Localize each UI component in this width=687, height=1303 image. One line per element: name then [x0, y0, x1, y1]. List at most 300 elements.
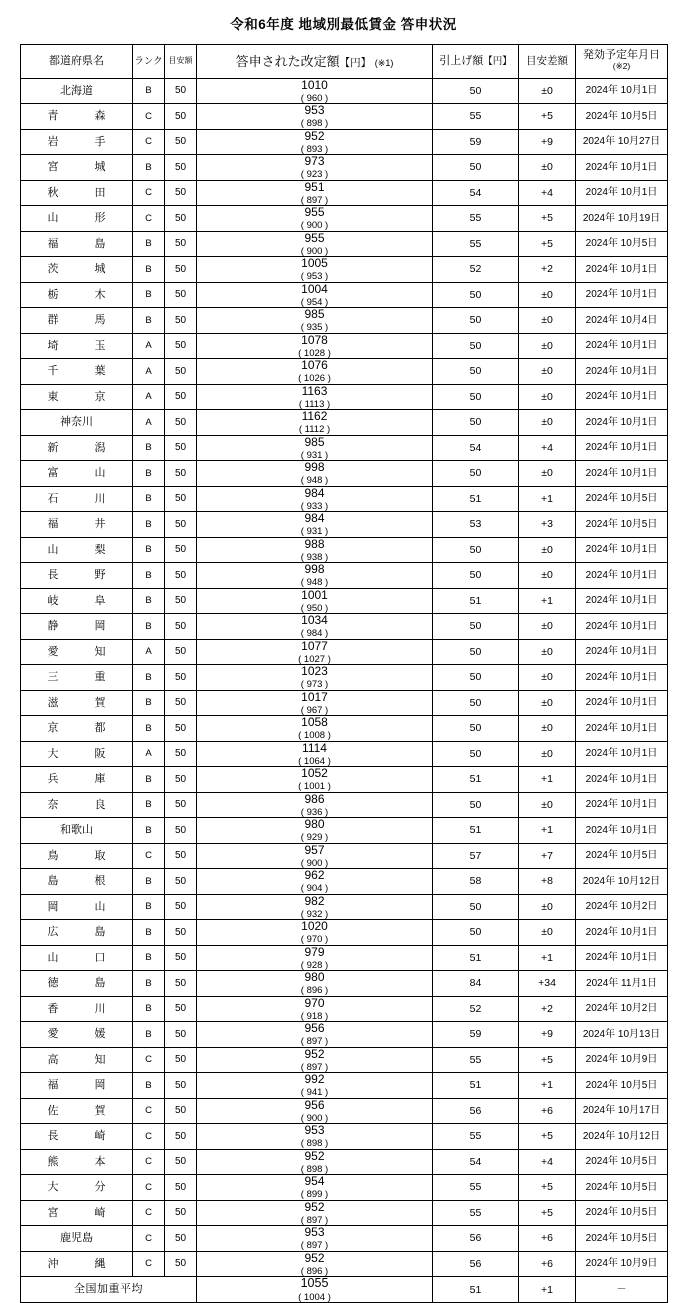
- cell-guideline: 50: [165, 767, 197, 793]
- prefecture-name: 兵庫: [47, 773, 106, 786]
- table-row: [21, 282, 668, 308]
- cell-raise: 50: [433, 716, 519, 742]
- previous-amount: ( 954 ): [300, 296, 329, 308]
- cell-amount: [197, 818, 433, 844]
- cell-rank: B: [133, 971, 165, 997]
- cell-rank: C: [133, 843, 165, 869]
- cell-raise: 56: [433, 1226, 519, 1252]
- cell-amount: [197, 180, 433, 206]
- column-header-rank: ランク: [133, 44, 165, 78]
- revised-amount: 952: [304, 1148, 325, 1163]
- cell-rank: B: [133, 818, 165, 844]
- table-row: [21, 792, 668, 818]
- cell-prefecture: [21, 155, 133, 181]
- cell-guideline: 50: [165, 1073, 197, 1099]
- revised-amount: 1034: [301, 613, 328, 628]
- revised-amount: 979: [304, 944, 325, 959]
- table-row: [21, 971, 668, 997]
- cell-guideline: 50: [165, 410, 197, 436]
- cell-effective-date: 2024年 10月1日: [576, 537, 668, 563]
- prefecture-name: 愛媛: [47, 1028, 106, 1041]
- cell-guideline: 50: [165, 231, 197, 257]
- table-header: [21, 44, 668, 78]
- column-header-amount-unit: 【円】: [339, 56, 372, 69]
- cell-rank: B: [133, 512, 165, 538]
- table-row: [21, 359, 668, 385]
- previous-amount: ( 960 ): [300, 92, 329, 104]
- revised-amount: 1114: [302, 740, 327, 755]
- cell-amount: [197, 435, 433, 461]
- table-row: [21, 231, 668, 257]
- revised-amount: 1020: [301, 919, 328, 934]
- cell-guideline: 50: [165, 384, 197, 410]
- column-header-date-note: (※2): [612, 61, 631, 72]
- prefecture-name: 福岡: [47, 1079, 106, 1092]
- cell-prefecture: [21, 614, 133, 640]
- previous-amount: ( 898 ): [300, 118, 329, 130]
- previous-amount: ( 1027 ): [298, 653, 331, 665]
- cell-prefecture: [21, 1149, 133, 1175]
- cell-rank: B: [133, 894, 165, 920]
- revised-amount: 985: [304, 434, 325, 449]
- cell-amount: [197, 690, 433, 716]
- table-row: [21, 869, 668, 895]
- cell-amount: [197, 792, 433, 818]
- cell-guideline: 50: [165, 308, 197, 334]
- previous-amount: ( 897 ): [300, 194, 329, 206]
- total-revised-amount: 1055: [300, 1276, 329, 1291]
- cell-amount: [197, 716, 433, 742]
- cell-amount: [197, 1226, 433, 1252]
- prefecture-name: 佐賀: [47, 1104, 106, 1117]
- revised-amount: 956: [304, 1097, 325, 1112]
- cell-difference: +6: [519, 1226, 576, 1252]
- previous-amount: ( 904 ): [300, 883, 329, 895]
- cell-raise: 50: [433, 155, 519, 181]
- cell-rank: B: [133, 461, 165, 487]
- previous-amount: ( 918 ): [300, 1010, 329, 1022]
- revised-amount: 1017: [301, 689, 328, 704]
- cell-raise: 51: [433, 1073, 519, 1099]
- prefecture-name: 富山: [47, 467, 106, 480]
- cell-difference: ±0: [519, 155, 576, 181]
- cell-effective-date: 2024年 10月27日: [576, 129, 668, 155]
- prefecture-name: 宮城: [47, 161, 106, 174]
- page-title: 令和6年度 地域別最低賃金 答申状況: [230, 17, 457, 32]
- cell-amount: [197, 869, 433, 895]
- table-row: [21, 129, 668, 155]
- revised-amount: 1078: [301, 332, 328, 347]
- cell-difference: ±0: [519, 690, 576, 716]
- cell-prefecture: [21, 206, 133, 232]
- table-row: [21, 639, 668, 665]
- cell-effective-date: 2024年 11月1日: [576, 971, 668, 997]
- cell-prefecture: [21, 792, 133, 818]
- total-row-difference: +1: [519, 1277, 576, 1303]
- cell-effective-date: 2024年 10月1日: [576, 282, 668, 308]
- cell-amount: [197, 129, 433, 155]
- cell-raise: 50: [433, 333, 519, 359]
- prefecture-name: 大分: [47, 1181, 106, 1194]
- table-row: [21, 155, 668, 181]
- cell-amount: [197, 512, 433, 538]
- cell-effective-date: 2024年 10月5日: [576, 843, 668, 869]
- cell-raise: 50: [433, 410, 519, 436]
- previous-amount: ( 967 ): [300, 704, 329, 716]
- previous-amount: ( 931 ): [300, 526, 329, 538]
- previous-amount: ( 929 ): [300, 832, 329, 844]
- cell-difference: ±0: [519, 78, 576, 104]
- cell-difference: ±0: [519, 384, 576, 410]
- table-row: [21, 512, 668, 538]
- cell-prefecture: [21, 1226, 133, 1252]
- cell-effective-date: 2024年 10月1日: [576, 767, 668, 793]
- table-row: [21, 1047, 668, 1073]
- cell-rank: A: [133, 333, 165, 359]
- cell-rank: B: [133, 690, 165, 716]
- cell-guideline: 50: [165, 920, 197, 946]
- revised-amount: 985: [304, 307, 325, 322]
- previous-amount: ( 1028 ): [298, 347, 331, 359]
- prefecture-name: 京都: [47, 722, 106, 735]
- cell-amount: [197, 308, 433, 334]
- previous-amount: ( 1008 ): [298, 730, 331, 742]
- cell-guideline: 50: [165, 1200, 197, 1226]
- revised-amount: 1058: [301, 715, 328, 730]
- cell-prefecture: [21, 282, 133, 308]
- cell-amount: [197, 384, 433, 410]
- cell-amount: [197, 231, 433, 257]
- revised-amount: 988: [304, 536, 325, 551]
- revised-amount: 998: [304, 562, 325, 577]
- cell-rank: C: [133, 180, 165, 206]
- prefecture-name: 長崎: [47, 1130, 106, 1143]
- cell-amount: [197, 1124, 433, 1150]
- cell-guideline: 50: [165, 512, 197, 538]
- cell-difference: +4: [519, 435, 576, 461]
- cell-prefecture: [21, 1098, 133, 1124]
- cell-amount: [197, 359, 433, 385]
- revised-amount: 953: [304, 103, 325, 118]
- cell-amount: [197, 945, 433, 971]
- cell-raise: 51: [433, 486, 519, 512]
- cell-effective-date: 2024年 10月5日: [576, 1073, 668, 1099]
- cell-guideline: 50: [165, 461, 197, 487]
- cell-guideline: 50: [165, 843, 197, 869]
- table-row: [21, 537, 668, 563]
- cell-prefecture: [21, 588, 133, 614]
- cell-difference: +6: [519, 1251, 576, 1277]
- cell-effective-date: 2024年 10月4日: [576, 308, 668, 334]
- cell-difference: ±0: [519, 792, 576, 818]
- cell-guideline: 50: [165, 180, 197, 206]
- cell-effective-date: 2024年 10月1日: [576, 792, 668, 818]
- revised-amount: 955: [304, 230, 325, 245]
- revised-amount: 970: [304, 995, 325, 1010]
- cell-rank: C: [133, 1226, 165, 1252]
- cell-difference: +1: [519, 818, 576, 844]
- cell-prefecture: [21, 104, 133, 130]
- cell-rank: B: [133, 282, 165, 308]
- table-row: [21, 665, 668, 691]
- cell-rank: C: [133, 1047, 165, 1073]
- previous-amount: ( 898 ): [300, 1163, 329, 1175]
- cell-prefecture: [21, 869, 133, 895]
- cell-effective-date: 2024年 10月1日: [576, 78, 668, 104]
- cell-effective-date: 2024年 10月5日: [576, 1149, 668, 1175]
- cell-prefecture: [21, 257, 133, 283]
- table-row: [21, 767, 668, 793]
- prefecture-name: 鹿児島: [60, 1232, 93, 1245]
- previous-amount: ( 1113 ): [298, 398, 331, 410]
- revised-amount: 1052: [301, 766, 328, 781]
- cell-raise: 50: [433, 359, 519, 385]
- previous-amount: ( 928 ): [300, 959, 329, 971]
- previous-amount: ( 950 ): [300, 602, 329, 614]
- column-header-amount: [197, 44, 433, 78]
- cell-raise: 50: [433, 920, 519, 946]
- cell-guideline: 50: [165, 1022, 197, 1048]
- previous-amount: ( 938 ): [300, 551, 329, 563]
- cell-effective-date: 2024年 10月1日: [576, 410, 668, 436]
- cell-raise: 50: [433, 894, 519, 920]
- cell-difference: +7: [519, 843, 576, 869]
- cell-difference: +4: [519, 180, 576, 206]
- cell-amount: [197, 1251, 433, 1277]
- cell-prefecture: [21, 486, 133, 512]
- cell-raise: 50: [433, 614, 519, 640]
- cell-guideline: 50: [165, 563, 197, 589]
- cell-difference: ±0: [519, 282, 576, 308]
- cell-effective-date: 2024年 10月1日: [576, 588, 668, 614]
- cell-difference: ±0: [519, 665, 576, 691]
- cell-prefecture: [21, 231, 133, 257]
- cell-difference: ±0: [519, 639, 576, 665]
- cell-prefecture: [21, 537, 133, 563]
- cell-guideline: 50: [165, 1149, 197, 1175]
- cell-amount: [197, 767, 433, 793]
- revised-amount: 1005: [301, 256, 328, 271]
- cell-prefecture: [21, 78, 133, 104]
- prefecture-name: 栃木: [47, 288, 106, 301]
- cell-effective-date: 2024年 10月1日: [576, 818, 668, 844]
- cell-prefecture: [21, 1047, 133, 1073]
- previous-amount: ( 953 ): [300, 271, 329, 283]
- table-row: [21, 588, 668, 614]
- cell-rank: C: [133, 1124, 165, 1150]
- prefecture-name: 奈良: [47, 798, 106, 811]
- cell-difference: +2: [519, 996, 576, 1022]
- cell-guideline: 50: [165, 639, 197, 665]
- prefecture-name: 岐阜: [47, 594, 106, 607]
- cell-rank: C: [133, 1098, 165, 1124]
- cell-difference: ±0: [519, 716, 576, 742]
- cell-raise: 58: [433, 869, 519, 895]
- table-row: [21, 1124, 668, 1150]
- prefecture-name: 愛知: [47, 645, 106, 658]
- cell-rank: B: [133, 486, 165, 512]
- cell-amount: [197, 563, 433, 589]
- previous-amount: ( 1064 ): [298, 755, 331, 767]
- cell-amount: [197, 843, 433, 869]
- total-row-label: 全国加重平均: [21, 1277, 197, 1303]
- previous-amount: ( 1026 ): [298, 373, 331, 385]
- table-row: [21, 716, 668, 742]
- revised-amount: 1023: [301, 664, 328, 679]
- table-row: [21, 1251, 668, 1277]
- cell-effective-date: 2024年 10月5日: [576, 231, 668, 257]
- cell-difference: +1: [519, 767, 576, 793]
- previous-amount: ( 897 ): [300, 1240, 329, 1252]
- cell-difference: +1: [519, 486, 576, 512]
- cell-guideline: 50: [165, 741, 197, 767]
- cell-effective-date: 2024年 10月12日: [576, 869, 668, 895]
- prefecture-name: 熊本: [47, 1155, 106, 1168]
- revised-amount: 998: [304, 460, 325, 475]
- column-header-amount-note: (※1): [374, 57, 394, 68]
- cell-difference: +3: [519, 512, 576, 538]
- cell-guideline: 50: [165, 1175, 197, 1201]
- table-row: [21, 104, 668, 130]
- previous-amount: ( 931 ): [300, 449, 329, 461]
- cell-rank: B: [133, 869, 165, 895]
- previous-amount: ( 900 ): [300, 857, 329, 869]
- cell-effective-date: 2024年 10月1日: [576, 639, 668, 665]
- cell-amount: [197, 461, 433, 487]
- table-row: [21, 996, 668, 1022]
- previous-amount: ( 897 ): [300, 1214, 329, 1226]
- cell-amount: [197, 333, 433, 359]
- cell-amount: [197, 1175, 433, 1201]
- table-row: [21, 614, 668, 640]
- table-row: [21, 435, 668, 461]
- cell-prefecture: [21, 308, 133, 334]
- cell-guideline: 50: [165, 588, 197, 614]
- cell-effective-date: 2024年 10月5日: [576, 1226, 668, 1252]
- prefecture-name: 群馬: [47, 314, 106, 327]
- cell-rank: B: [133, 716, 165, 742]
- table-row: [21, 690, 668, 716]
- cell-amount: [197, 1022, 433, 1048]
- cell-raise: 51: [433, 767, 519, 793]
- cell-effective-date: 2024年 10月9日: [576, 1047, 668, 1073]
- cell-effective-date: 2024年 10月1日: [576, 461, 668, 487]
- cell-effective-date: 2024年 10月1日: [576, 716, 668, 742]
- cell-difference: ±0: [519, 894, 576, 920]
- cell-effective-date: 2024年 10月1日: [576, 155, 668, 181]
- cell-raise: 50: [433, 461, 519, 487]
- prefecture-name: 北海道: [60, 84, 93, 97]
- cell-rank: C: [133, 206, 165, 232]
- cell-raise: 55: [433, 1047, 519, 1073]
- cell-prefecture: [21, 435, 133, 461]
- cell-prefecture: [21, 894, 133, 920]
- cell-amount: [197, 1200, 433, 1226]
- cell-raise: 55: [433, 104, 519, 130]
- cell-amount: [197, 971, 433, 997]
- revised-amount: 1010: [301, 77, 328, 92]
- cell-raise: 52: [433, 257, 519, 283]
- cell-rank: C: [133, 129, 165, 155]
- cell-difference: +5: [519, 1200, 576, 1226]
- prefecture-name: 千葉: [47, 365, 106, 378]
- previous-amount: ( 973 ): [300, 679, 329, 691]
- cell-amount: [197, 206, 433, 232]
- cell-difference: ±0: [519, 308, 576, 334]
- cell-effective-date: 2024年 10月1日: [576, 665, 668, 691]
- cell-difference: +5: [519, 104, 576, 130]
- cell-rank: A: [133, 359, 165, 385]
- cell-raise: 50: [433, 665, 519, 691]
- previous-amount: ( 897 ): [300, 1036, 329, 1048]
- cell-rank: B: [133, 78, 165, 104]
- cell-difference: +9: [519, 129, 576, 155]
- cell-difference: +34: [519, 971, 576, 997]
- cell-raise: 53: [433, 512, 519, 538]
- cell-prefecture: [21, 639, 133, 665]
- cell-raise: 51: [433, 818, 519, 844]
- cell-effective-date: 2024年 10月1日: [576, 614, 668, 640]
- cell-amount: [197, 1098, 433, 1124]
- revised-amount: 952: [304, 1250, 325, 1265]
- cell-prefecture: [21, 359, 133, 385]
- cell-prefecture: [21, 971, 133, 997]
- cell-difference: +5: [519, 1047, 576, 1073]
- cell-amount: [197, 257, 433, 283]
- cell-guideline: 50: [165, 155, 197, 181]
- cell-rank: C: [133, 1251, 165, 1277]
- cell-effective-date: 2024年 10月1日: [576, 741, 668, 767]
- cell-effective-date: 2024年 10月1日: [576, 920, 668, 946]
- table-row: [21, 384, 668, 410]
- cell-rank: B: [133, 257, 165, 283]
- table-row: [21, 1200, 668, 1226]
- cell-rank: C: [133, 1200, 165, 1226]
- cell-prefecture: [21, 384, 133, 410]
- cell-effective-date: 2024年 10月1日: [576, 945, 668, 971]
- cell-raise: 51: [433, 588, 519, 614]
- cell-difference: +5: [519, 1124, 576, 1150]
- revised-amount: 986: [304, 791, 325, 806]
- revised-amount: 956: [304, 1021, 325, 1036]
- cell-amount: [197, 410, 433, 436]
- prefecture-name: 神奈川: [60, 416, 93, 429]
- cell-prefecture: [21, 1251, 133, 1277]
- table-row: [21, 894, 668, 920]
- cell-effective-date: 2024年 10月5日: [576, 1175, 668, 1201]
- table-row: [21, 1073, 668, 1099]
- cell-rank: B: [133, 563, 165, 589]
- cell-difference: ±0: [519, 537, 576, 563]
- cell-effective-date: 2024年 10月1日: [576, 563, 668, 589]
- table-row: [21, 78, 668, 104]
- prefecture-name: 高知: [47, 1053, 106, 1066]
- cell-raise: 50: [433, 792, 519, 818]
- cell-raise: 84: [433, 971, 519, 997]
- cell-prefecture: [21, 996, 133, 1022]
- minimum-wage-table: [20, 44, 668, 1303]
- cell-raise: 50: [433, 639, 519, 665]
- previous-amount: ( 897 ): [300, 1061, 329, 1073]
- cell-prefecture: [21, 512, 133, 538]
- prefecture-name: 和歌山: [60, 824, 93, 837]
- table-row: [21, 333, 668, 359]
- cell-effective-date: 2024年 10月17日: [576, 1098, 668, 1124]
- cell-prefecture: [21, 461, 133, 487]
- cell-guideline: 50: [165, 257, 197, 283]
- cell-amount: [197, 1047, 433, 1073]
- cell-difference: ±0: [519, 359, 576, 385]
